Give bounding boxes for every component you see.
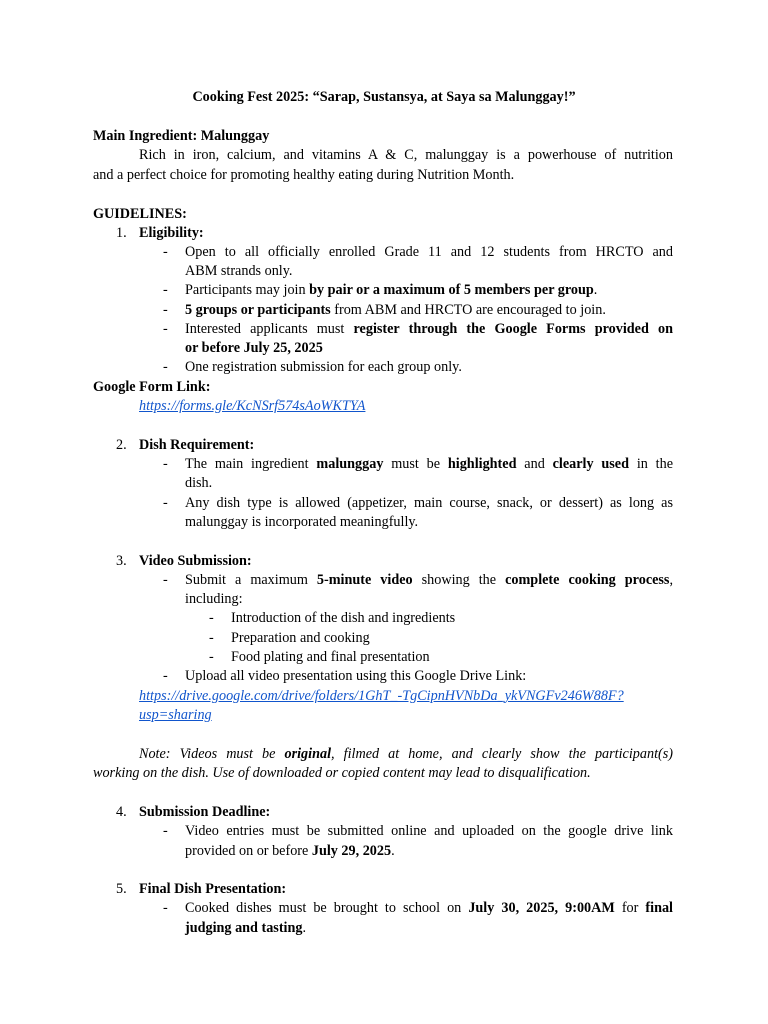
eligibility-item-2 [185,281,597,300]
video-item-1-process: complete cooking process [505,572,670,588]
video-subitem-1: Introduction of the dish and ingredients [231,610,456,626]
dish-item-1-text-a: The main ingredient [185,456,317,472]
final-text-f: . [302,920,307,936]
note-text-a: Note: Videos must be [139,746,285,762]
video-item-2: Upload all video presentation using this Google Drive Link: [185,668,527,684]
eligibility-item-4-text: Interested applicants must [185,321,354,337]
video-item-1-line-1 [185,571,673,590]
video-item-1-text-a: Submit a maximum [185,572,317,588]
google-drive-link-line-2[interactable]: usp=sharing [139,707,212,723]
eligibility-item-2-emphasis: by pair or a maximum of 5 members per group [309,282,594,298]
note-original: original [284,746,332,762]
deadline-text-c: . [391,843,395,859]
guidelines-heading: GUIDELINES: [93,206,187,222]
final-date: July 30, 2025, 9:00AM [468,900,615,916]
eligibility-item-1-line-2: ABM strands only. [185,263,293,279]
bullet-dash: - [209,630,214,646]
eligibility-heading: Eligibility: [139,225,204,241]
final-item-1-line-1 [185,899,673,918]
submission-deadline-heading: Submission Deadline: [139,804,271,820]
dish-item-1-line-1 [185,455,673,474]
section-number-3: 3. [116,553,127,569]
video-item-1-text-c: showing the [412,572,506,588]
section-number-4: 4. [116,804,127,820]
bullet-dash: - [163,456,168,472]
dish-item-2-line-2: malunggay is incorporated meaningfully. [185,514,419,530]
dish-item-1-line-2: dish. [185,475,213,491]
deadline-text-a: provided on or before [185,843,312,859]
eligibility-item-3-text: from ABM and HRCTO are encouraged to join. [330,302,606,318]
bullet-dash: - [163,321,168,337]
bullet-dash: - [163,359,168,375]
eligibility-item-1-line-1: Open to all officially enrolled Grade 11 and 12 students from HRCTO and [185,244,673,260]
bullet-dash: - [163,244,168,260]
eligibility-item-3-emphasis: 5 groups or participants [185,302,331,318]
dish-item-1-highlighted: highlighted [447,456,517,472]
section-number-5: 5. [116,881,127,897]
google-form-link[interactable]: https://forms.gle/KcNSrf574sAoWKTYA [139,398,366,414]
deadline-item-1-line-1: Video entries must be submitted online and uploaded on the google drive link [185,823,673,839]
final-judging: judging and tasting [185,920,303,936]
bullet-dash: - [163,495,168,511]
final-item-1-line-2 [185,919,306,938]
bullet-dash: - [209,610,214,626]
eligibility-item-3 [185,301,606,320]
final-final: final [645,900,673,916]
bullet-dash: - [163,302,168,318]
google-drive-link-line-1[interactable]: https://drive.google.com/drive/folders/1GhT_-TgCipnHVNbDa_ykVNGFv246W88F? [139,688,624,704]
video-item-1-duration: 5-minute video [316,572,413,588]
section-number-2: 2. [116,437,127,453]
eligibility-item-2-text: Participants may join [185,282,310,298]
note-line-2: working on the dish. Use of downloaded or copied content may lead to disqualification. [93,765,591,781]
deadline-date: July 29, 2025 [311,843,392,859]
video-subitem-3: Food plating and final presentation [231,649,430,665]
page-title: Cooking Fest 2025: “Sarap, Sustansya, at Saya sa Malunggay!” [192,89,576,105]
eligibility-item-2-end: . [593,282,598,298]
video-subitem-2: Preparation and cooking [231,630,370,646]
dish-item-2-line-1: Any dish type is allowed (appetizer, main course, snack, or dessert) as long as [185,495,673,511]
dish-item-1-text-g: in the [629,456,674,472]
dish-item-1-malunggay: malunggay [316,456,384,472]
bullet-dash: - [163,823,168,839]
bullet-dash: - [163,572,168,588]
final-dish-heading: Final Dish Presentation: [139,881,287,897]
note-text-c: , filmed at home, and clearly show the participant(s) [331,746,673,762]
dish-item-1-text-c: must be [383,456,448,472]
section-number-1: 1. [116,225,127,241]
main-ingredient-text-line-2: and a perfect choice for promoting healthy eating during Nutrition Month. [93,167,515,183]
note-line-1 [139,745,673,764]
main-ingredient-heading: Main Ingredient: Malunggay [93,128,270,144]
bullet-dash: - [163,900,168,916]
video-submission-heading: Video Submission: [139,553,252,569]
eligibility-item-4-line-2: or before July 25, 2025 [185,340,323,356]
eligibility-item-4-emphasis: register through the Google Forms provided on [353,321,673,337]
google-form-label: Google Form Link: [93,379,211,395]
main-ingredient-text-line-1: Rich in iron, calcium, and vitamins A & C, malunggay is a powerhouse of nutrition [139,147,673,163]
dish-item-1-text-e: and [516,456,553,472]
final-text-a: Cooked dishes must be brought to school on [185,900,469,916]
bullet-dash: - [209,649,214,665]
bullet-dash: - [163,282,168,298]
dish-item-1-clearly-used: clearly used [552,456,629,472]
eligibility-item-5: One registration submission for each group only. [185,359,462,375]
final-text-c: for [614,900,646,916]
video-item-1-text-e: , [669,572,674,588]
eligibility-item-4-line-1 [185,320,673,339]
dish-requirement-heading: Dish Requirement: [139,437,255,453]
video-item-1-line-2: including: [185,591,243,607]
deadline-item-1-line-2 [185,842,395,861]
bullet-dash: - [163,668,168,684]
